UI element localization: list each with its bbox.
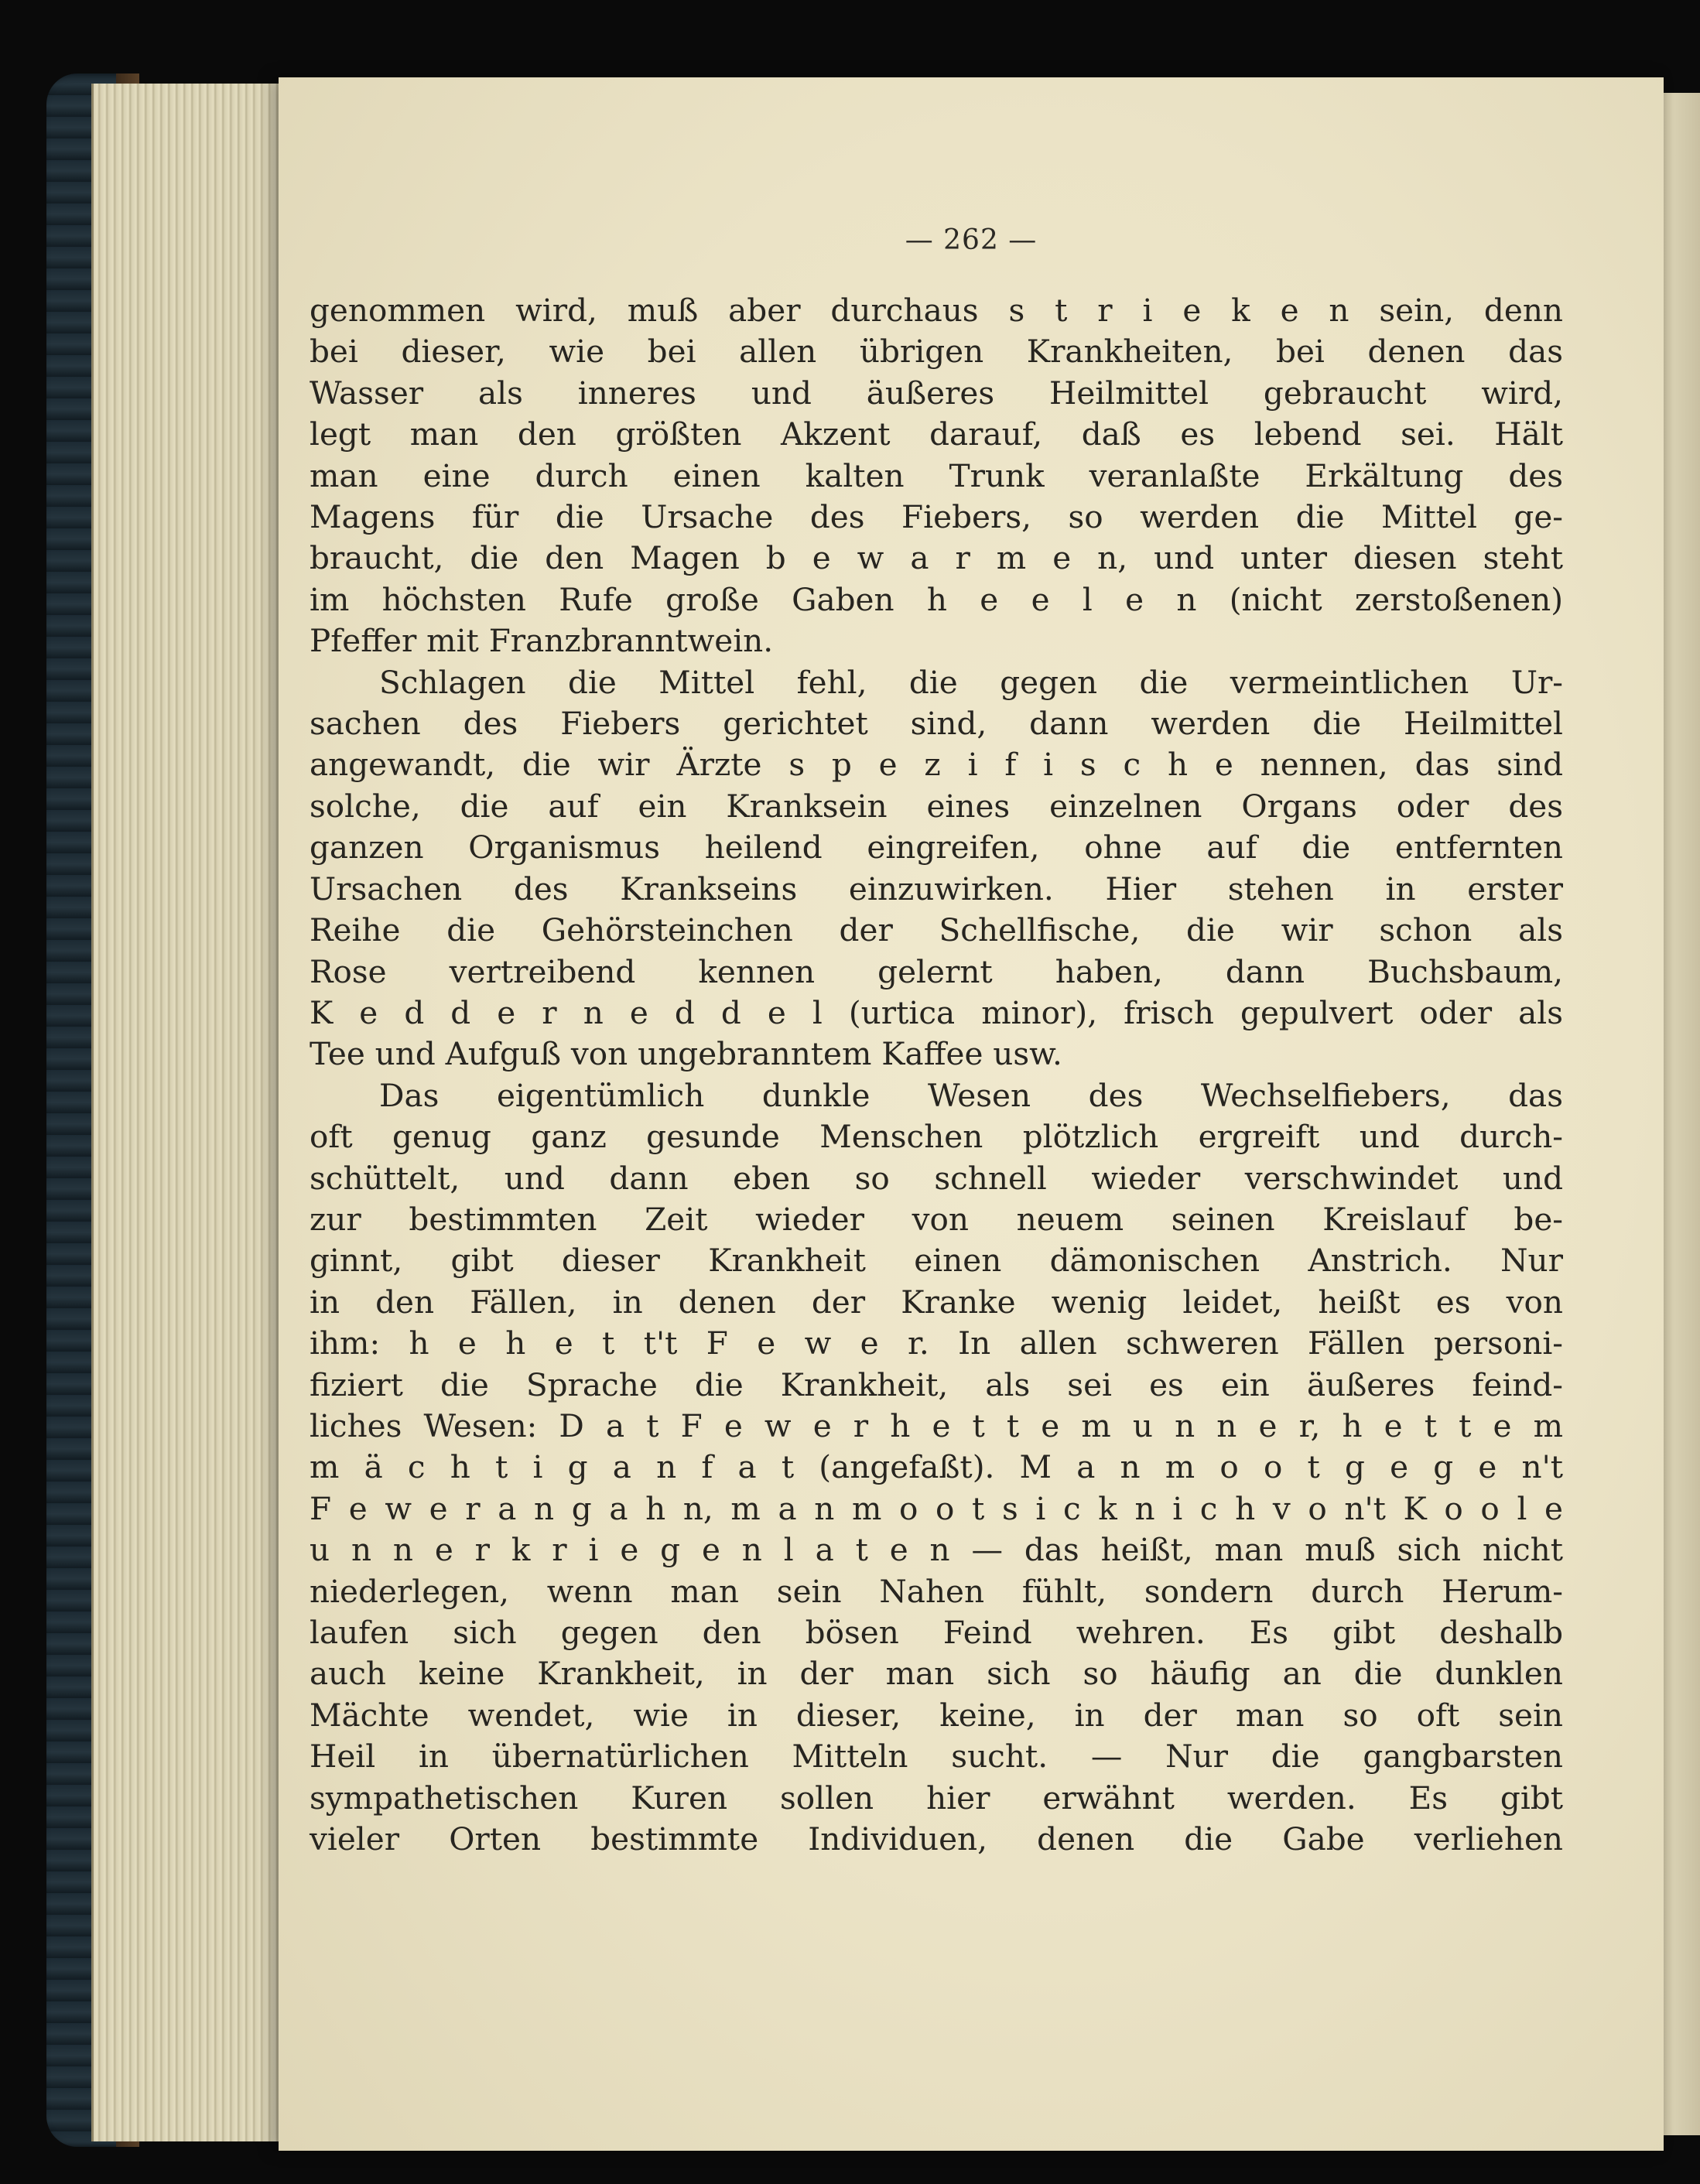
paragraph-1 (310, 290, 1563, 662)
text-line: sachen des Fiebers gerichtet sind, dann werden die Heilmittel (310, 705, 1563, 743)
text-line: in den Fällen, in denen der Kranke wenig leidet, heißt es von (310, 1283, 1563, 1321)
text-line: ginnt, gibt dieser Krankheit einen dämonischen Anstrich. Nur (310, 1242, 1563, 1280)
text-line: auch keine Krankheit, in der man sich so häufig an die dunklen (310, 1655, 1563, 1693)
page-number: — 262 — (905, 224, 1038, 256)
text-line: Magens für die Ursache des Fiebers, so werden die Mittel ge- (310, 498, 1563, 536)
page-edges (91, 84, 287, 2141)
text-line: ganzen Organismus heilend eingreifen, ohne auf die entfernten (310, 829, 1563, 866)
text-line: braucht, die den Magen b e w a r m e n, und unter diesen steht (310, 539, 1563, 577)
text-line: Reihe die Gehörsteinchen der Schellfische, die wir schon als (310, 911, 1563, 949)
text-line: K e d d e r n e d d e l (urtica minor), frisch gepulvert oder als (310, 993, 1563, 1031)
text-line: fiziert die Sprache die Krankheit, als sei es ein äußeres feind- (310, 1365, 1563, 1403)
text-line: solche, die auf ein Kranksein eines einzelnen Organs oder des (310, 787, 1563, 825)
page-body (310, 290, 1563, 1860)
text-line: im höchsten Rufe große Gaben h e e l e n (nicht zerstoßenen) (310, 580, 1563, 618)
text-line: sympathetischen Kuren sollen hier erwähnt werden. Es gibt (310, 1779, 1563, 1817)
text-line: Heil in übernatürlichen Mitteln sucht. — Nur die gangbarsten (310, 1738, 1563, 1776)
text-line: legt man den größten Akzent darauf, daß es lebend sei. Hält (310, 415, 1563, 453)
text-line: oft genug ganz gesunde Menschen plötzlich ergreift und durch- (310, 1118, 1563, 1156)
text-line: ihm: h e h e t t't F e w e r. In allen schweren Fällen personi- (310, 1324, 1563, 1362)
text-line: liches Wesen: D a t F e w e r h e t t e m u n n e r, h e t t e m (310, 1406, 1563, 1444)
paragraph-3 (310, 1075, 1563, 1861)
paragraph-2 (310, 662, 1563, 1075)
text-line: Das eigentümlich dunkle Wesen des Wechselfiebers, das (379, 1076, 1563, 1114)
text-line: angewandt, die wir Ärzte s p e z i f i s c h e nennen, das sind (310, 746, 1563, 784)
text-line: schüttelt, und dann eben so schnell wieder verschwindet und (310, 1159, 1563, 1197)
text-line: m ä c h t i g a n f a t (angefaßt). M a n m o o t g e g e n't (310, 1448, 1563, 1486)
text-line: Pfeffer mit Franzbranntwein. (310, 622, 774, 660)
text-line: laufen sich gegen den bösen Feind wehren. Es gibt deshalb (310, 1614, 1563, 1651)
text-line: man eine durch einen kalten Trunk veranlaßte Erkältung des (310, 456, 1563, 494)
text-line: Rose vertreibend kennen gelernt haben, dann Buchsbaum, (310, 952, 1563, 990)
text-line: F e w e r a n g a h n, m a n m o o t s i c k n i c h v o n't K o o l e (310, 1489, 1563, 1527)
text-line: bei dieser, wie bei allen übrigen Krankheiten, bei denen das (310, 333, 1563, 371)
text-line: niederlegen, wenn man sein Nahen fühlt, sondern durch Herum- (310, 1572, 1563, 1610)
text-line: vieler Orten bestimmte Individuen, denen die Gabe verliehen (310, 1820, 1563, 1858)
text-line: Mächte wendet, wie in dieser, keine, in der man so oft sein (310, 1696, 1563, 1734)
text-line: Tee und Aufguß von ungebranntem Kaffee usw. (310, 1035, 1062, 1073)
text-line: Ursachen des Krankseins einzuwirken. Hier stehen in erster (310, 870, 1563, 907)
text-line: genommen wird, muß aber durchaus s t r i e k e n sein, denn (310, 292, 1563, 329)
text-line: Wasser als inneres und äußeres Heilmittel gebraucht wird, (310, 374, 1563, 412)
text-line: Schlagen die Mittel fehl, die gegen die vermeintlichen Ur- (379, 663, 1563, 701)
text-line: zur bestimmten Zeit wieder von neuem seinen Kreislauf be- (310, 1200, 1563, 1238)
text-line: u n n e r k r i e g e n l a t e n — das heißt, man muß sich nicht (310, 1531, 1563, 1569)
